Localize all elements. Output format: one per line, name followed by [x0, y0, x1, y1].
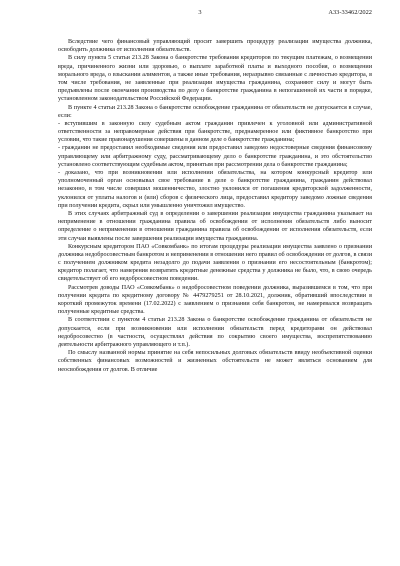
page-number: 3 [198, 9, 202, 16]
list-item: - вступившим в законную силу судебным актом гражданин привлечен к уголовной или административной ответственности за неправомерные действия при банкротстве, преднамеренное или фиктивное банкротство при условии, что такие правонарушения совершены в данном деле о банкротстве гражданина; [58, 120, 372, 144]
paragraph: В соответствии с пунктом 4 статьи 213.28 Закона о банкротстве освобождение гражданина от обязательств не допускается, если при возникновении или исполнении обязательств перед кредиторами он действовал недобросовестно (в частности, осуществлял действия по сокрытию своего имущества, воспрепятствованию деятельности арбитражного управляющего и т.п.). [58, 317, 372, 348]
paragraph: Рассмотрев доводы ПАО «Совкомбанк» о недобросовестном поведении должника, выразившемся в том, что при получении кредита по кредитному договору № 4479279251 от 28.10.2021, должник, обративший впоследствии в короткий промежуток времени (17.02.2022) с заявлением о признании себя банкротом, не намеревался возвращать полученные кредитные средства. [58, 284, 372, 316]
paragraph: По смыслу названной нормы принятие на себя непосильных долговых обязательств ввиду необъективной оценки собственных финансовых возможностей и жизненных обстоятельств не может являться основанием для неосвобождения от долгов. В отличие [58, 350, 372, 373]
paragraph: В силу пункта 5 статьи 213.28 Закона о банкротстве требования кредиторов по текущим платежам, о возмещении вреда, причиненного жизни или здоровью, о выплате заработной платы и выходного пособия, о возмещении морального вреда, о взыскании алиментов, а также иные требования, неразрывно связанные с личностью кредитора, в том числе требования, не заявленные при реализации имущества гражданина, сохраняют силу и могут быть предъявлены после окончания производства по делу о банкротстве гражданина в непогашенной их части в порядке, установленном законодательством Российской Федерации. [58, 55, 372, 103]
paragraph: В пункте 4 статьи 213.28 Закона о банкротстве освобождение гражданина от обязательств не допускается в случае, если: [58, 104, 372, 119]
case-number: А33-33462/2022 [328, 9, 372, 16]
paragraph: Конкурсным кредитором ПАО «Совкомбанк» по итогам процедуры реализации имущества заявлено о признании должника недобросовестным банкротом и неприменении в отношении него правил об освобождении от долгов, в связи с получением должником кредита незадолго до подачи заявления о признании его несостоятельным (банкротом); кредитор полагает, что намерения возвратить кредитные денежные средства у должника не было, что, в свою очередь свидетельствует об его недобросовестном поведении. [58, 243, 372, 283]
list-item: - гражданин не предоставил необходимые сведения или предоставил заведомо недостоверные сведения финансовому управляющему или арбитражному суду, рассматривающему дело о банкротстве гражданина, и это обстоятельство установлено соответствующим судебным актом, принятым при рассмотрении дела о банкротстве гражданина; [58, 145, 372, 168]
paragraph: В этих случаях арбитражный суд в определении о завершении реализации имущества гражданина указывает на неприменение в отношении гражданина правила об освобождении от исполнения обязательств либо выносит определение о неприменении в отношении гражданина правила об освобождении от исполнения обязательств, если эти случаи выявлены после завершения реализации имущества гражданина. [58, 210, 372, 242]
document-body [58, 38, 372, 374]
list-item: - доказано, что при возникновении или исполнении обязательства, на котором конкурсный кредитор или уполномоченный орган основывал свое требование в деле о банкротстве гражданина, гражданин действовал незаконно, в том числе совершил мошенничество, злостно уклонился от погашения кредиторской задолженности, уклонился от уплаты налогов и (или) сборов с физического лица, предоставил кредитору заведомо ложные сведения при получении кредита, скрыл или умышленно уничтожил имущество. [58, 170, 372, 209]
paragraph: Вследствие чего финансовый управляющий просит завершить процедуру реализации имущества должника, освободить должника от исполнения обязательств. [58, 39, 372, 54]
